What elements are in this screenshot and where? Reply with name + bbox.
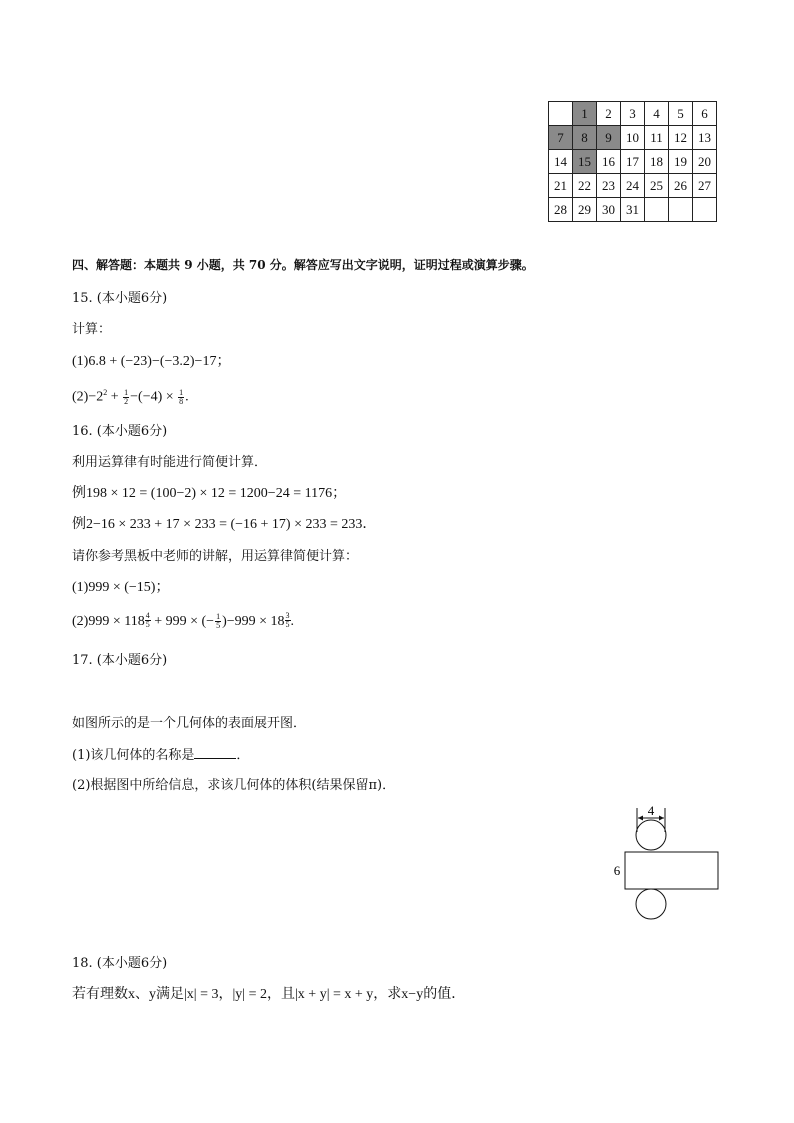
q18-title: 18. (本小题6分) <box>72 956 168 971</box>
fraction: $\frac{1}{5}$ <box>216 612 221 631</box>
fraction: $\frac{4}{5}$ <box>145 611 150 630</box>
arrow-left-icon <box>638 816 643 821</box>
calendar-cell: 23 <box>597 174 621 198</box>
calendar-cell: 16 <box>597 150 621 174</box>
answer-blank <box>194 746 236 759</box>
calendar-row <box>549 174 717 198</box>
calendar-cell: 12 <box>669 126 693 150</box>
q17-intro: 如图所示的是一个几何体的表面展开图． <box>72 716 307 731</box>
cylinder-net-figure <box>600 800 730 925</box>
q16-example1: 例198 × 12 = (100−2) × 12 = 1200−24 = 1176； <box>72 486 347 501</box>
q18-text: 若有理数x、y满足|x| = 3，|y| = 2，且|x + y| = x + y，求x−y的值． <box>72 987 466 1002</box>
bottom-circle <box>636 889 666 919</box>
calendar-cell: 10 <box>621 126 645 150</box>
calendar-table <box>548 101 717 222</box>
width-label: 4 <box>647 803 655 818</box>
calendar-cell: 31 <box>621 198 645 222</box>
calendar-row <box>549 126 717 150</box>
section-heading: 四、解答题：本题共 9 小题，共 70 分。解答应写出文字说明，证明过程或演算步骤。 <box>72 258 534 272</box>
fraction: $\frac{3}{5}$ <box>285 611 290 630</box>
calendar-cell <box>693 198 717 222</box>
calendar-cell: 5 <box>669 102 693 126</box>
calendar-cell: 15 <box>573 150 597 174</box>
q15-part1: (1)6.8 + (−23)−(−3.2)−17； <box>72 354 231 369</box>
arrow-right-icon <box>659 816 664 821</box>
calendar-cell: 18 <box>645 150 669 174</box>
calendar-cell: 21 <box>549 174 573 198</box>
q17-part2: (2)根据图中所给信息，求该几何体的体积(结果保留π)． <box>72 778 396 793</box>
calendar-cell: 19 <box>669 150 693 174</box>
top-circle <box>636 820 666 850</box>
calendar-cell: 7 <box>549 126 573 150</box>
calendar-cell: 27 <box>693 174 717 198</box>
q16-example2: 例2−16 × 233 + 17 × 233 = (−16 + 17) × 233 = 233． <box>72 517 377 532</box>
fraction: $\frac{1}{8}$ <box>179 387 184 406</box>
q16-ask: 请你参考黑板中老师的讲解，用运算律简便计算： <box>72 549 359 564</box>
lateral-rectangle <box>625 852 718 889</box>
calendar-cell: 13 <box>693 126 717 150</box>
calendar-cell: 4 <box>645 102 669 126</box>
calendar-row <box>549 150 717 174</box>
calendar-cell: 2 <box>597 102 621 126</box>
calendar-cell: 24 <box>621 174 645 198</box>
calendar-cell: 14 <box>549 150 573 174</box>
height-label: 6 <box>613 863 621 878</box>
calendar-cell <box>645 198 669 222</box>
q16-title: 16. (本小题6分) <box>72 424 168 439</box>
q16-part1: (1)999 × (−15)； <box>72 580 170 595</box>
q15-part2: $(2)-2^2$ + $\frac{1}{2}$ −(−4) × $\frac{1}{8}$ . <box>72 387 189 406</box>
calendar-cell: 26 <box>669 174 693 198</box>
q17-title: 17. (本小题6分) <box>72 653 168 668</box>
calendar-cell <box>669 198 693 222</box>
cylinder-net-diagram <box>600 800 730 925</box>
calendar-cell: 29 <box>573 198 597 222</box>
calendar-cell: 20 <box>693 150 717 174</box>
calendar-cell: 30 <box>597 198 621 222</box>
calendar-cell: 25 <box>645 174 669 198</box>
calendar-cell: 11 <box>645 126 669 150</box>
q17-part1: (1)该几何体的名称是 ． <box>72 748 250 763</box>
calendar-cell: 22 <box>573 174 597 198</box>
calendar-cell: 1 <box>573 102 597 126</box>
calendar-cell: 28 <box>549 198 573 222</box>
calendar-cell: 8 <box>573 126 597 150</box>
calendar-row <box>549 198 717 222</box>
calendar-cell: 17 <box>621 150 645 174</box>
calendar-cell: 6 <box>693 102 717 126</box>
q15-title: 15. (本小题6分) <box>72 291 168 306</box>
q15-instruction: 计算： <box>72 322 112 337</box>
fraction: $\frac{1}{2}$ <box>124 387 129 406</box>
calendar-cell: 3 <box>621 102 645 126</box>
q16-part2: (2)999 × 118 $\frac{4}{5}$ + 999 × (− $\frac{1}{5}$ )−999 × 18 $\frac{3}{5}$ . <box>72 611 295 631</box>
q16-intro: 利用运算律有时能进行简便计算． <box>72 455 268 470</box>
calendar-cell <box>549 102 573 126</box>
calendar-cell: 9 <box>597 126 621 150</box>
calendar-row <box>549 102 717 126</box>
